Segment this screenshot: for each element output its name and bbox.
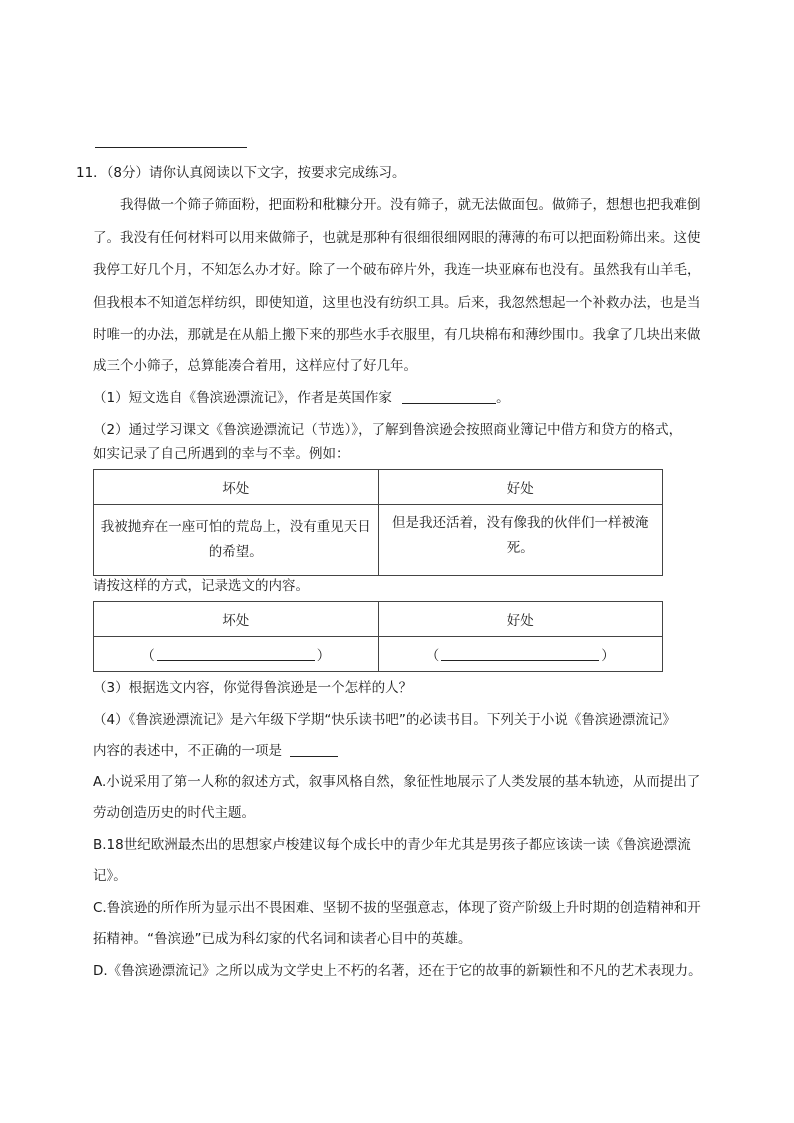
- example-bad-line-2: 的希望。: [208, 544, 263, 560]
- paren-close: ）: [601, 648, 615, 664]
- good-answer-blank[interactable]: [441, 647, 599, 661]
- paren-close: ）: [316, 648, 331, 664]
- example-table: [93, 469, 663, 576]
- passage-line: 我得做一个筛子筛面粉，把面粉和秕糠分开。没有筛子，就无法做面包。做筛子，想想也把我难倒: [93, 197, 701, 213]
- option-b-line-1: B.18世纪欧洲最杰出的思想家卢梭建议每个成长中的青少年尤其是男孩子都应该读一读《鲁滨逊漂流: [93, 837, 691, 853]
- sub-question-1-end: 。: [496, 390, 510, 406]
- sub-question-2-line-2: 如实记录了自己所遇到的幸与不幸。例如：: [93, 446, 350, 462]
- sub-question-3: （3）根据选文内容，你觉得鲁滨逊是一个怎样的人？: [93, 680, 413, 696]
- example-bad-line-1: 我被抛弃在一座可怕的荒岛上，没有重见天日: [100, 519, 371, 535]
- example-bad-cell: [94, 505, 379, 576]
- answer-header-bad: 坏处: [94, 602, 379, 637]
- sub-question-2-line-1: （2）通过学习课文《鲁滨逊漂流记（节选）》，了解到鲁滨逊会按照商业簿记中借方和贷方的格式，: [93, 422, 683, 438]
- sub-question-1-text: （1）短文选自《鲁滨逊漂流记》，作者是英国作家: [93, 390, 392, 406]
- sub-question-4-text: 内容的表述中，不正确的一项是: [93, 743, 282, 759]
- option-b-line-2: 记》。: [93, 868, 127, 884]
- option-a-line-1: A.小说采用了第一人称的叙述方式，叙事风格自然，象征性地展示了人类发展的基本轨迹，从而提出了: [93, 774, 701, 790]
- answer-header-good: 好处: [378, 602, 663, 637]
- sub-question-4-line-2: [93, 741, 715, 761]
- sub-question-1: [93, 388, 715, 408]
- choice-answer-blank[interactable]: [290, 742, 338, 757]
- question-heading: 11．（8分）请你认真阅读以下文字，按要求完成练习。: [76, 165, 406, 181]
- paren-open: （: [141, 648, 155, 664]
- answer-table: [93, 601, 663, 672]
- passage-line: 时唯一的办法，那就是在从船上搬下来的那些水手衣服里，有几块棉布和薄纱围巾。我拿了几块出来做: [93, 327, 701, 343]
- option-a-line-2: 劳动创造历史的时代主题。: [93, 805, 255, 821]
- example-header-bad: 坏处: [94, 470, 379, 505]
- paren-open: （: [425, 648, 440, 664]
- passage-line: 了。我没有任何材料可以用来做筛子，也就是那种有很细很细网眼的薄薄的布可以把面粉筛出来。这使: [93, 230, 701, 246]
- bad-answer-blank[interactable]: [157, 647, 315, 661]
- option-d-line-1: D.《鲁滨逊漂流记》之所以成为文学史上不朽的名著，还在于它的故事的新颖性和不凡的艺术表现力。: [93, 963, 702, 979]
- example-good-cell: 但是我还活着，没有像我的伙伴们一样被淹死。: [378, 505, 663, 576]
- answer-line-previous-question: [95, 147, 247, 148]
- option-c-line-1: C.鲁滨逊的所作所为显示出不畏困难、坚韧不拔的坚强意志，体现了资产阶级上升时期的创造精神和开: [93, 900, 701, 916]
- passage-line: 我停工好几个月，不知怎么办才好。除了一个破布碎片外，我连一块亚麻布也没有。虽然我有山羊毛，: [93, 262, 701, 278]
- sub-question-2-instruction: 请按这样的方式，记录选文的内容。: [93, 578, 309, 594]
- passage-line: 成三个小筛子，总算能凑合着用，这样应付了好几年。: [93, 358, 417, 374]
- sub-question-4-line-1: （4）《鲁滨逊漂流记》是六年级下学期“快乐读书吧”的必读书目。下列关于小说《鲁滨逊漂流记》: [93, 712, 676, 728]
- passage-line: 但我根本不知道怎样纺织，即使知道，这里也没有纺织工具。后来，我忽然想起一个补救办法，也是当: [93, 295, 701, 311]
- example-header-good: 好处: [378, 470, 663, 505]
- answer-good-cell: [378, 637, 663, 672]
- answer-bad-cell: [94, 637, 379, 672]
- author-answer-blank[interactable]: [402, 389, 496, 404]
- option-c-line-2: 拓精神。“鲁滨逊”已成为科幻家的代名词和读者心目中的英雄。: [93, 931, 472, 947]
